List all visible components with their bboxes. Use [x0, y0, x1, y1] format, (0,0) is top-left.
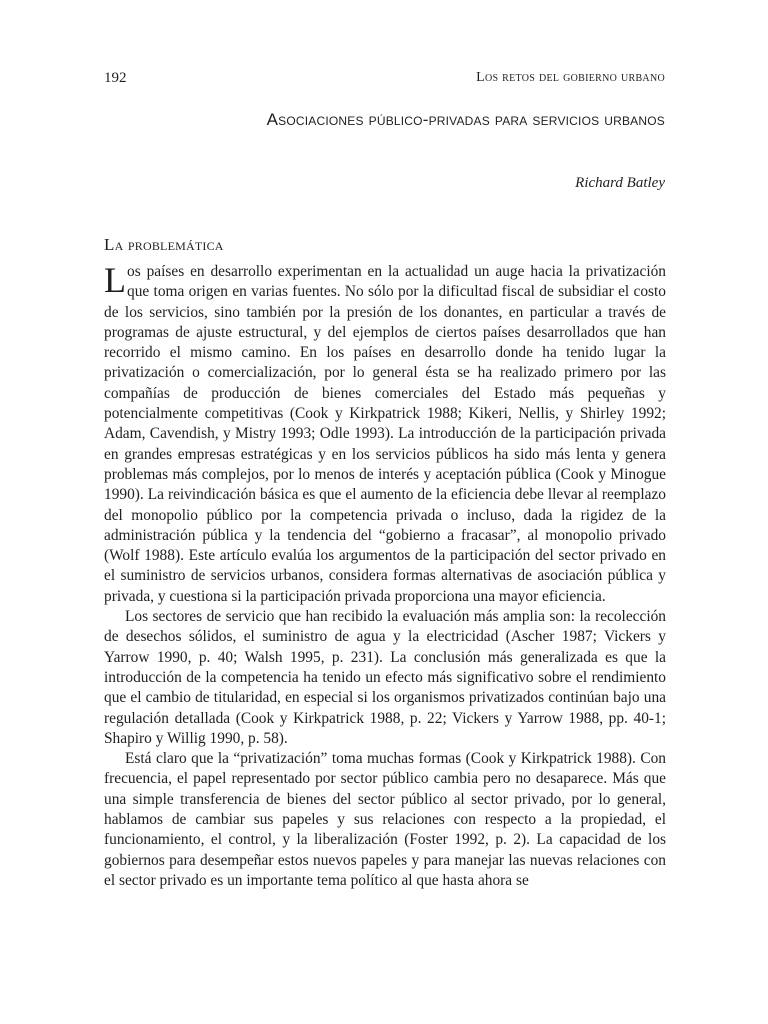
- page-number: 192: [104, 70, 127, 86]
- author-name: Richard Batley: [575, 175, 665, 191]
- section-heading: La problemática: [104, 235, 224, 254]
- paragraph: Está claro que la “privatización” toma muchas formas (Cook y Kirkpatrick 1988). Con frecuencia, el papel representado por sector público cambia pero no desaparece. Más que una simple transferencia de bienes del sector público al sector privado, por lo general, hablamos de cambiar sus papeles y sus relaciones con respecto a la propiedad, el funcionamiento, el control, y la liberalización (Foster 1992, p. 2). La capacidad de los gobiernos para desempeñar estos nuevos papeles y para manejar las nuevas relaciones con el sector privado es un importante tema político al que hasta ahora se: [104, 750, 666, 889]
- running-head: Los retos del gobierno urbano: [476, 70, 665, 85]
- paragraph: Los sectores de servicio que han recibido la evaluación más amplia son: la recolección de desechos sólidos, el suministro de agua y la electricidad (Ascher 1987; Vickers y Yarrow 1990, p. 40; Walsh 1995, p. 231). La conclusión más generalizada es que la introducción de la competencia ha tenido un efecto más significativo sobre el rendimiento que el cambio de titularidad, en especial si los organismos privatizados continúan bajo una regulación detallada (Cook y Kirkpatrick 1988, p. 22; Vickers y Yarrow 1988, pp. 40-1; Shapiro y Willig 1990, p. 58).: [104, 608, 666, 747]
- body-text: [104, 262, 666, 891]
- paragraph: [104, 262, 666, 607]
- paragraph-text: os países en desarrollo experimentan en la actualidad un auge hacia la privatización que toma origen en varias fuentes. No sólo por la dificultad fiscal de subsidiar el costo de los servicios, sino también por la presión de los donantes, en particular a través de programas de ajuste estructural, y del ejemplos de ciertos países desarrollados que han recorrido el mismo camino. En los países en desarrollo donde ha tenido lugar la privatización o comercialización, por lo general ésta se ha realizado primero por las compañías de producción de bienes comerciales del Estado más pequeñas y potencialmente competitivas (Cook y Kirkpatrick 1988; Kikeri, Nellis, y Shirley 1992; Adam, Cavendish, y Mistry 1993; Odle 1993). La introducción de la participación privada en grandes empresas estratégicas y en los servicios públicos ha sido más lenta y genera problemas más complejos, por lo menos de interés y aceptación pública (Cook y Minogue 1990). La reivindicación básica es que el aumento de la eficiencia debe llevar al reemplazo del monopolio público por la competencia privada o incluso, dada la rigidez de la administración pública y la tendencia del “gobierno a fracasar”, al monopolio privado (Wolf 1988). Este artículo evalúa los argumentos de la participación del sector privado en el suministro de servicios urbanos, considera formas alternativas de asociación pública y privada, y cuestiona si la participación privada proporciona una mayor eficiencia.: [104, 263, 666, 605]
- article-title: Asociaciones público-privadas para servicios urbanos: [266, 110, 665, 129]
- drop-cap: L: [104, 260, 126, 300]
